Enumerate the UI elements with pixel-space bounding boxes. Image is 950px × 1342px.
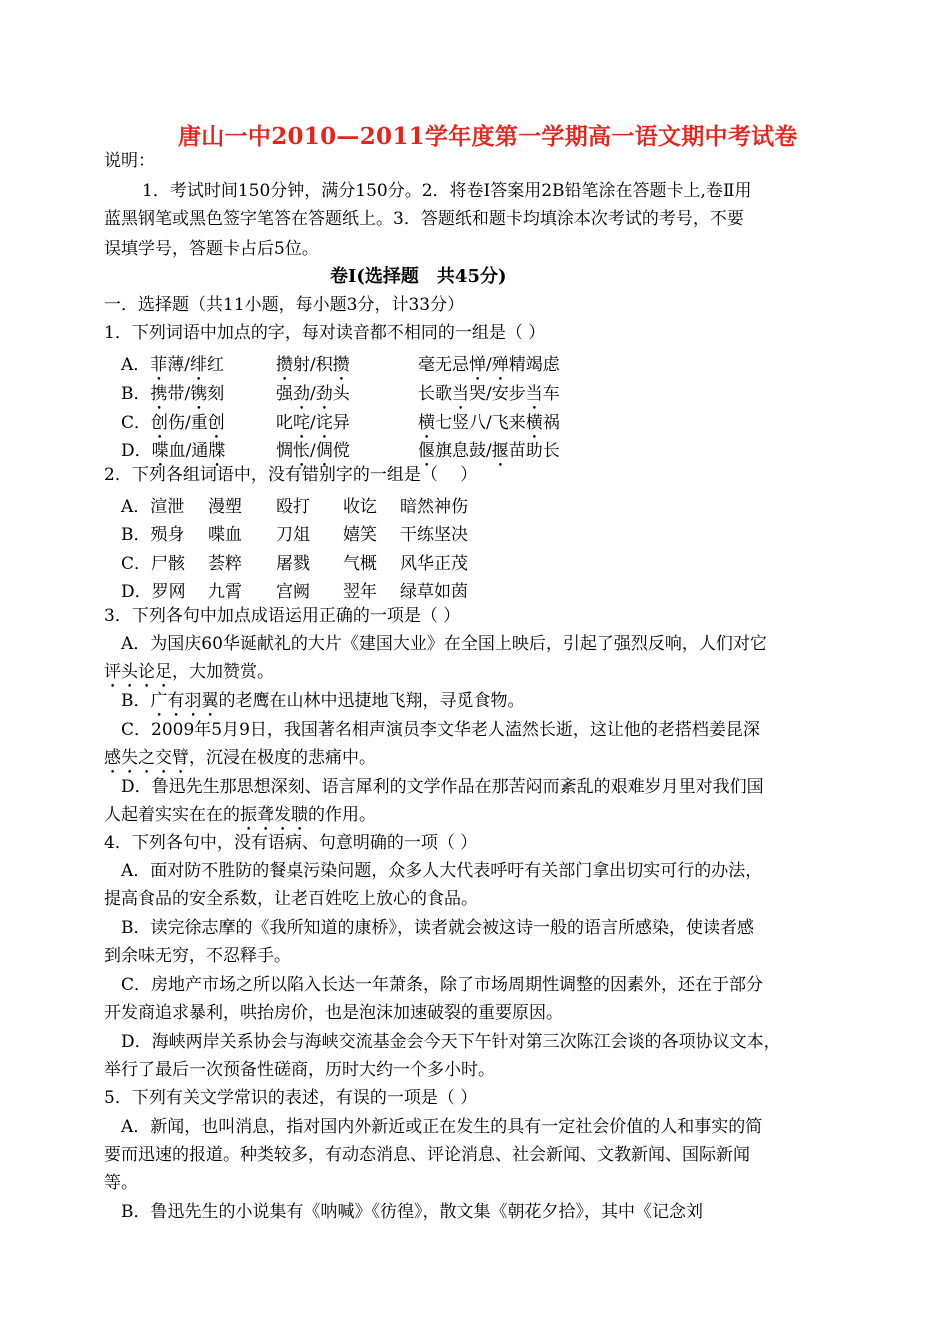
q1-option-d-pair2: 惆怅/倜傥 — [276, 441, 350, 461]
question-2-stem: 2．下列各组词语中，没有错别字的一组是（ ） — [104, 465, 478, 485]
q3-option-c-line — [104, 747, 376, 778]
question-4-stem: 4．下列各句中，没有语病、句意明确的一项（ ） — [104, 833, 478, 853]
q1-option-d-pair1: D．喋血/通牒 — [121, 441, 226, 461]
note-line: 误填学号，答题卡占后5位。 — [104, 239, 319, 259]
q3-option-d-line — [104, 804, 376, 835]
q1-option-a-pair3: 毫无忌惮/殚精竭虑 — [418, 355, 560, 375]
q2-option-d-word: 绿草如茵 — [400, 582, 468, 602]
q5-option-b-line: B．鲁迅先生的小说集有《呐喊》《彷徨》，散文集《朝花夕拾》，其中《记念刘 — [121, 1202, 703, 1222]
q4-option-c-line: C．房地产市场之所以陷入长达一年萧条，除了市场周期性调整的因素外，还在于部分 — [121, 975, 764, 995]
q3-option-a-line — [104, 661, 274, 692]
q2-option-d-word: 宫阙 — [276, 582, 310, 602]
q1-option-a-pair2: 攒射/积攒 — [276, 355, 350, 375]
q2-option-c-word: 荟粹 — [208, 554, 242, 574]
q1-option-b-pair1: B．携带/镌刻 — [121, 384, 225, 404]
q1-option-d-pair3: 偃旗息鼓/揠苗助长 — [418, 441, 560, 461]
q4-option-d-line: 举行了最后一次预备性磋商，历时大约一个多小时。 — [104, 1060, 495, 1080]
note-line: 1．考试时间150分钟，满分150分。2．将卷Ⅰ答案用2B铅笔涂在答题卡上,卷Ⅱ用 — [142, 181, 752, 201]
q1-option-c-pair2: 叱咤/诧异 — [276, 413, 350, 433]
q2-option-a-word: 收讫 — [343, 497, 377, 517]
q4-option-a-line: A．面对防不胜防的餐桌污染问题，众多人大代表呼吁有关部门拿出切实可行的办法， — [121, 861, 763, 881]
q3-option-d-line: D．鲁迅先生那思想深刻、语言犀利的文学作品在那苦闷而紊乱的艰难岁月里对我们国 — [121, 777, 764, 797]
text-run: B． — [121, 691, 151, 711]
q5-option-a-line: 等。 — [104, 1173, 138, 1193]
q4-option-d-line: D．海峡两岸关系协会与海峡交流基金会今天下午针对第三次陈江会谈的各项协议文本， — [121, 1032, 781, 1052]
q2-option-b-word: 嬉笑 — [343, 525, 377, 545]
q5-option-a-line: 要而迅速的报道。种类较多，有动态消息、评论消息、社会新闻、文教新闻、国际新闻 — [104, 1145, 750, 1165]
q2-option-a-word: A．渲泄 — [121, 497, 185, 517]
q2-option-a-word: 漫塑 — [208, 497, 242, 517]
q3-option-c-line: C．2009年5月9日，我国著名相声演员李文华老人溘然长逝，这让他的老搭档姜昆深 — [121, 720, 760, 740]
section-title: 卷Ⅰ(选择题 共45分) — [330, 266, 507, 287]
q4-option-b-line: 到余味无穷，不忍释手。 — [104, 946, 291, 966]
q4-option-b-line: B．读完徐志摩的《我所知道的康桥》，读者就会被这诗一般的语言所感染，使读者感 — [121, 918, 754, 938]
text-run: 的老鹰在山林中迅捷地飞翔，寻觅食物。 — [218, 691, 525, 711]
q2-option-b-word: 干练坚决 — [400, 525, 468, 545]
q1-option-b-pair3: 长歌当哭/安步当车 — [418, 384, 560, 404]
q2-option-b-word: 喋血 — [208, 525, 242, 545]
exam-title: 唐山一中2010—2011学年度第一学期高一语文期中考试卷 — [178, 123, 798, 150]
dotted-idiom: 评头论足 — [104, 662, 172, 682]
dotted-idiom: 振聋发聩 — [240, 805, 308, 825]
q2-option-c-word: 风华正茂 — [400, 554, 468, 574]
q2-option-c-word: 屠戮 — [276, 554, 310, 574]
q2-option-a-word: 殴打 — [276, 497, 310, 517]
q2-option-d-word: 翌年 — [343, 582, 377, 602]
note-line: 蓝黑钢笔或黑色签字笔答在答题纸上。3．答题纸和题卡均填涂本次考试的考号，不要 — [104, 209, 744, 229]
question-5-stem: 5．下列有关文学常识的表述，有误的一项是（ ） — [104, 1088, 478, 1108]
text-run: 的作用。 — [308, 805, 376, 825]
dotted-idiom: 广有羽翼 — [150, 691, 219, 711]
part-heading: 一．选择题（共11小题，每小题3分，计33分） — [104, 295, 465, 315]
q4-option-c-line: 开发商追求暴利，哄抬房价，也是泡沫加速破裂的重要原因。 — [104, 1003, 563, 1023]
q2-option-d-word: 九霄 — [208, 582, 242, 602]
text-run: ，沉浸在极度的悲痛中。 — [189, 748, 376, 768]
q1-option-a-pair1: A．菲薄/绯红 — [121, 355, 225, 375]
q1-option-b-pair2: 强劲/劲头 — [276, 384, 350, 404]
text-run: ，大加赞赏。 — [172, 662, 274, 682]
q2-option-b-word: B．殒身 — [121, 525, 185, 545]
q2-option-c-word: 气概 — [343, 554, 377, 574]
q2-option-d-word: D．罗网 — [121, 582, 186, 602]
q3-option-a-line: A．为国庆60华诞献礼的大片《建国大业》在全国上映后，引起了强烈反响，人们对它 — [121, 634, 767, 654]
text-run: 人起着实实在在的 — [104, 805, 240, 825]
dotted-idiom: 感失之交臂 — [104, 748, 189, 768]
note-label: 说明： — [104, 151, 155, 171]
question-3-stem: 3．下列各句中加点成语运用正确的一项是（ ） — [104, 606, 461, 626]
q2-option-b-word: 刀俎 — [276, 525, 310, 545]
q4-option-a-line: 提高食品的安全系数，让老百姓吃上放心的食品。 — [104, 889, 478, 909]
q1-option-c-pair3: 横七竖八/飞来横祸 — [418, 413, 560, 433]
question-1-stem: 1．下列词语中加点的字，每对读音都不相同的一组是（ ） — [104, 323, 546, 343]
q5-option-a-line: A．新闻，也叫消息，指对国内外新近或正在发生的具有一定社会价值的人和事实的简 — [121, 1117, 763, 1137]
q3-option-b-line — [121, 690, 525, 721]
q1-option-c-pair1: C．创伤/重创 — [121, 413, 225, 433]
q2-option-c-word: C．尸骸 — [121, 554, 186, 574]
q2-option-a-word: 暗然神伤 — [400, 497, 468, 517]
